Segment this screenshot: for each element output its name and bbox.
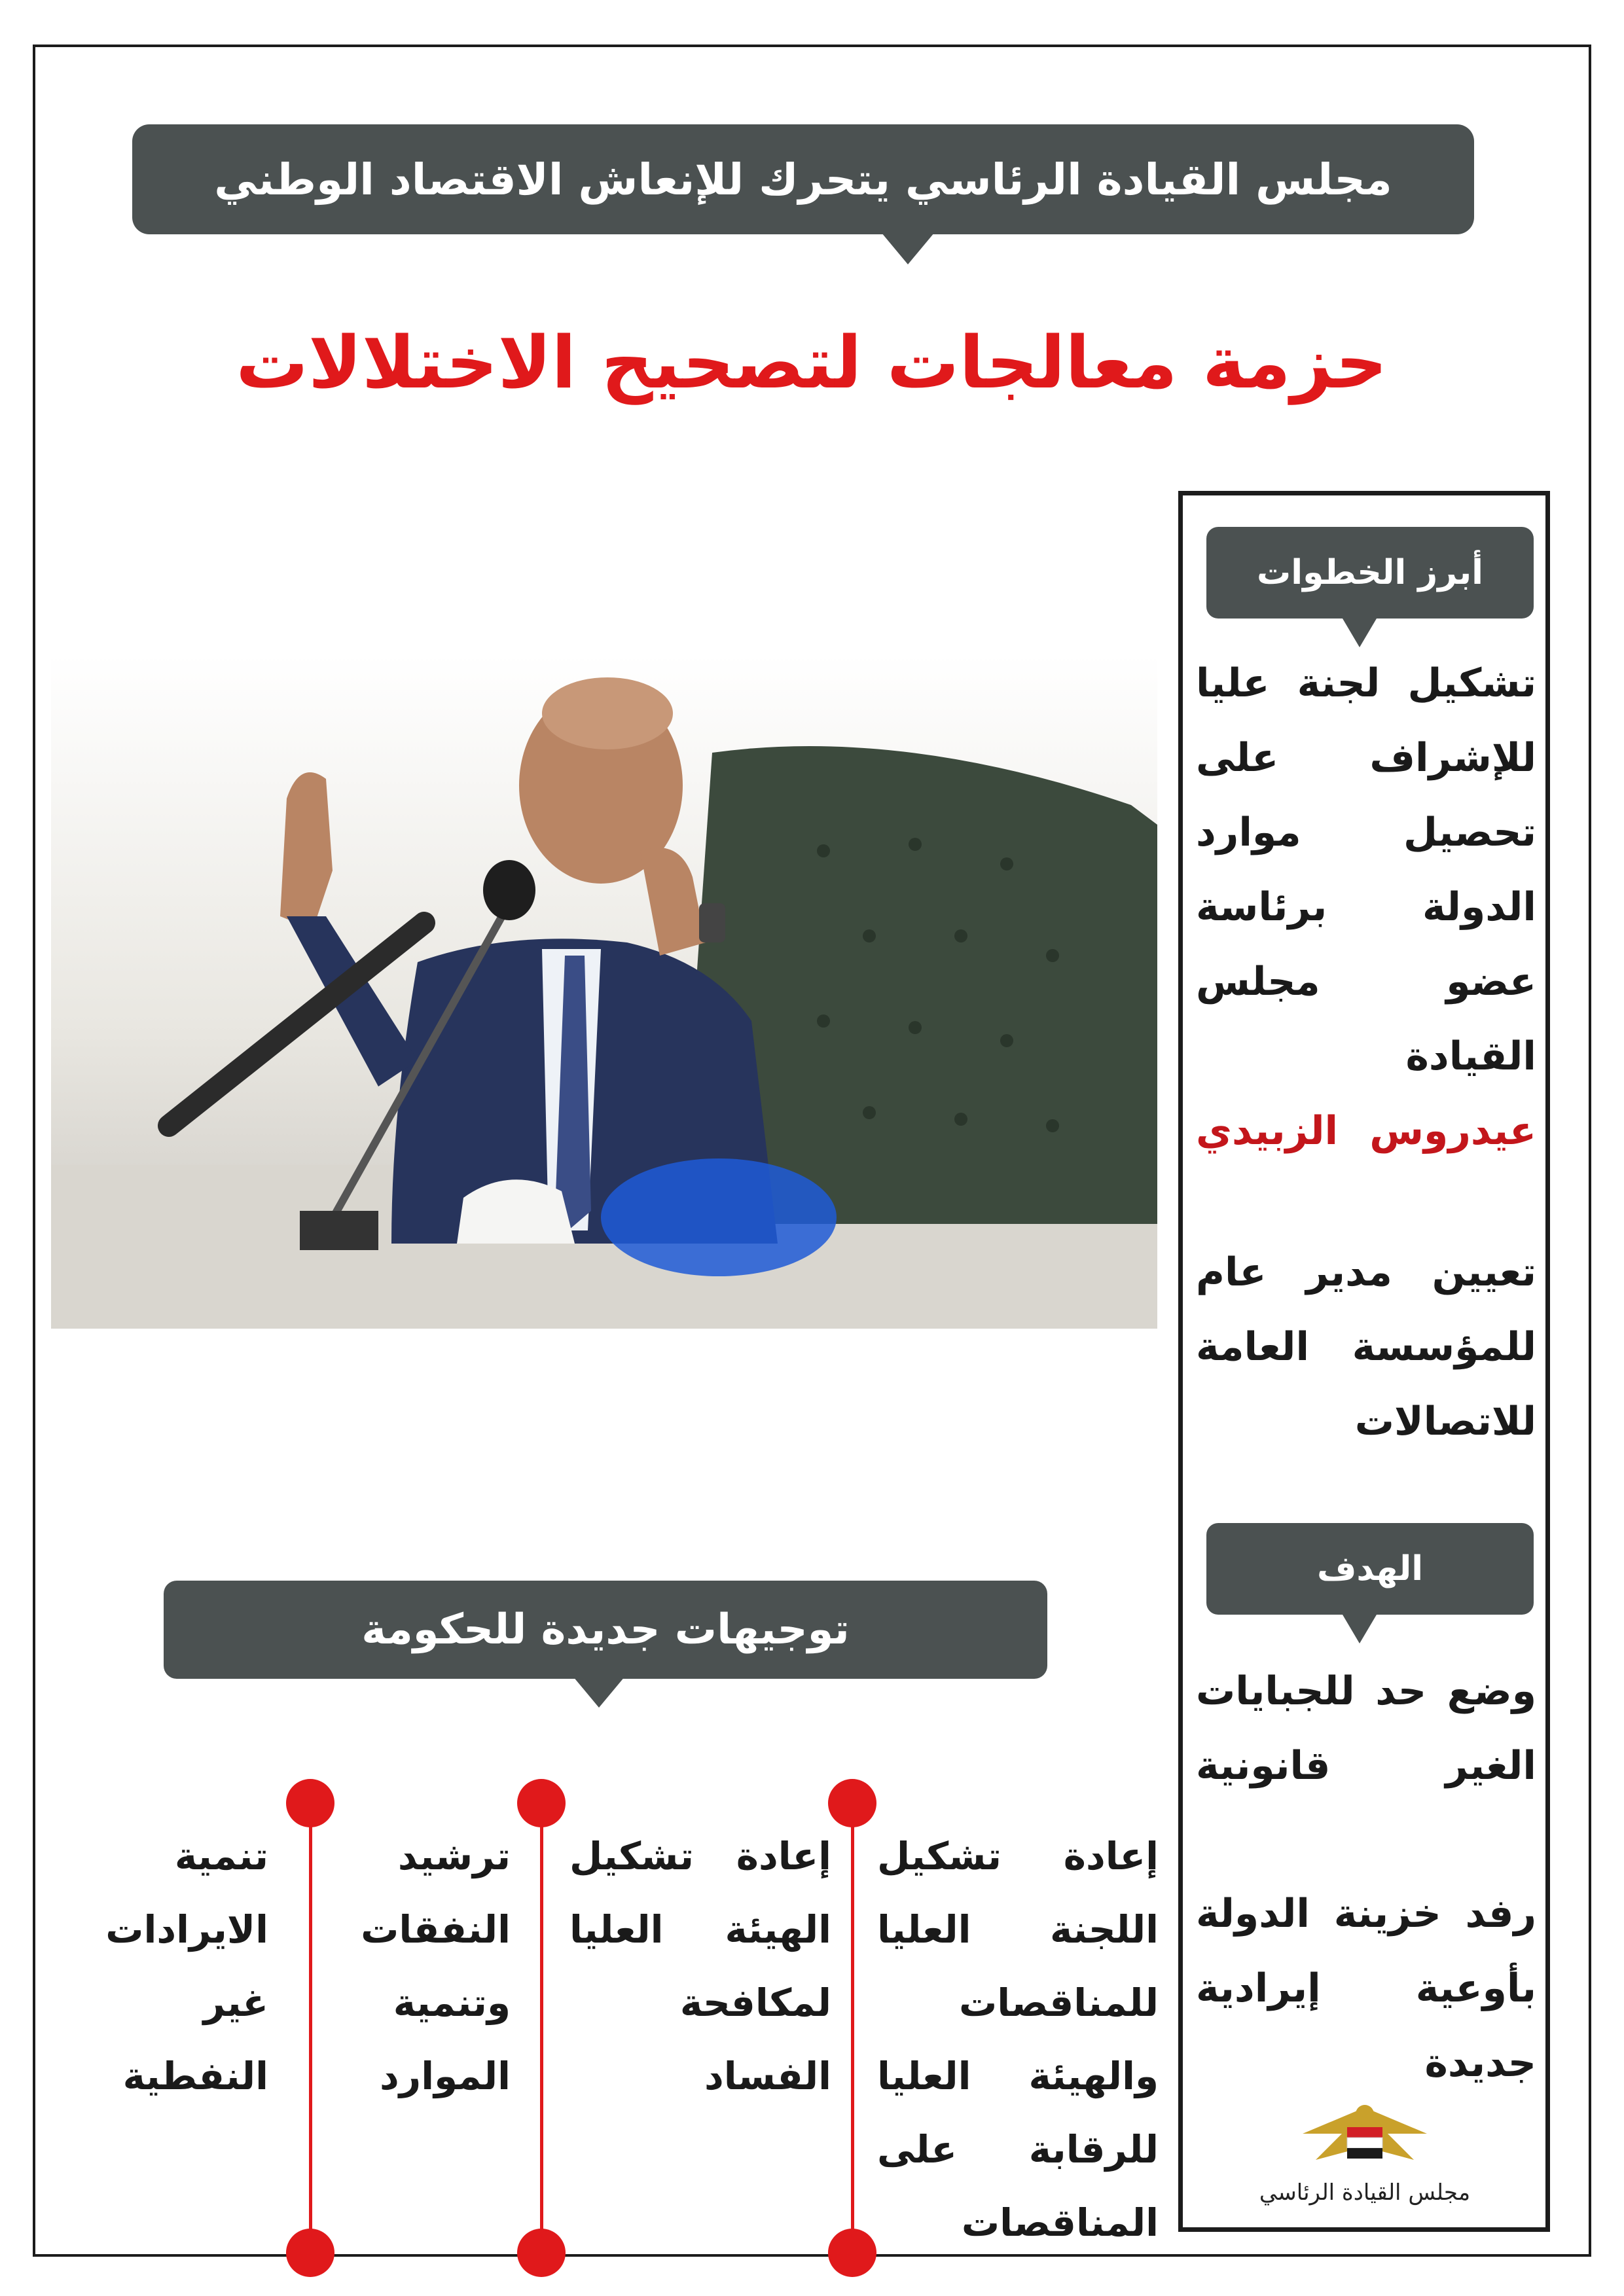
goal-1-text <box>1196 1654 1536 1803</box>
page-subtitle: حزمة معالجات لتصحيح الاختلالات <box>236 321 1388 404</box>
timeline-dot <box>517 1779 566 1827</box>
directive-line: المناقصات <box>961 2200 1159 2245</box>
directives-title: توجيهات جديدة للحكومة <box>361 1605 850 1654</box>
directive-line: النفقات <box>361 1907 511 1952</box>
timeline-dot <box>828 2229 876 2277</box>
directive-line: غير <box>203 1981 268 2025</box>
photo-illustration <box>51 655 1157 1329</box>
goal-2-line: رفد خزينة الدولة <box>1196 1891 1536 1937</box>
directive-line: والهيئة العليا <box>877 2054 1159 2098</box>
step-1-line: تحصيل موارد <box>1196 810 1536 855</box>
step-1-line: تشكيل لجنة عليا <box>1196 660 1536 706</box>
step-1-line: الدولة برئاسة <box>1196 884 1536 930</box>
steps-title: أبرز الخطوات <box>1257 553 1483 592</box>
photo-council-chairman <box>51 655 1157 1329</box>
timeline-line <box>851 1800 854 2255</box>
directive-line: الهيئة العليا <box>569 1907 831 1952</box>
step-1-person-name: عيدروس الزبيدي <box>1196 1108 1536 1154</box>
directive-column-4 <box>85 1820 268 2113</box>
directive-line: الفساد <box>704 2054 831 2098</box>
step-1-line: عضو مجلس <box>1196 959 1536 1005</box>
directives-banner-pointer <box>573 1676 625 1708</box>
goal-2-line: جديدة <box>1424 2040 1536 2086</box>
goal-title: الهدف <box>1316 1549 1424 1588</box>
directive-line: للرقابة على <box>877 2127 1159 2172</box>
timeline-line <box>540 1800 543 2255</box>
logo-caption: مجلس القيادة الرئاسي <box>1259 2179 1471 2206</box>
directive-line: ترشيد <box>397 1834 511 1878</box>
header-title: مجلس القيادة الرئاسي يتحرك للإنعاش الاقتصاد الوطني <box>214 154 1392 205</box>
header-banner <box>132 124 1474 234</box>
directive-line: إعادة تشكيل <box>569 1834 831 1878</box>
timeline-dot <box>517 2229 566 2277</box>
step-1-text <box>1196 646 1536 1168</box>
goal-title-pointer <box>1343 1615 1377 1643</box>
directive-column-2 <box>569 1820 831 2113</box>
timeline-dot <box>828 1779 876 1827</box>
directive-line: لمكافحة <box>679 1981 831 2025</box>
goal-1-line: الغير قانونية <box>1196 1743 1536 1789</box>
step-2-line: للاتصالات <box>1354 1399 1536 1444</box>
header-banner-pointer <box>882 233 934 264</box>
step-2-line: للمؤسسة العامة <box>1196 1324 1536 1370</box>
eagle-emblem-icon <box>1198 2094 1532 2179</box>
directives-banner <box>164 1581 1047 1679</box>
step-2-text <box>1196 1235 1536 1459</box>
step-2-line: تعيين مدير عام <box>1196 1249 1536 1295</box>
directive-line: وتنمية <box>393 1981 511 2025</box>
steps-title-banner <box>1206 527 1534 619</box>
timeline-line <box>309 1800 312 2255</box>
directive-line: للمناقصات <box>959 1981 1159 2025</box>
directive-line: تنمية <box>174 1834 268 1878</box>
directive-line: الموارد <box>380 2054 511 2098</box>
step-1-line: القيادة <box>1405 1033 1536 1079</box>
timeline-dot <box>286 2229 334 2277</box>
steps-title-pointer <box>1343 619 1377 647</box>
directive-column-1 <box>877 1820 1159 2259</box>
council-logo <box>1198 2094 1532 2219</box>
step-1-line: للإشراف على <box>1196 735 1536 781</box>
goal-1-line: وضع حد للجبايات <box>1196 1668 1536 1714</box>
sidebar-highlights <box>1178 491 1550 2232</box>
directive-column-3 <box>324 1820 511 2113</box>
directive-line: الايرادات <box>105 1907 268 1952</box>
goal-title-banner <box>1206 1523 1534 1615</box>
goal-2-text <box>1196 1876 1536 2100</box>
directive-line: النفطية <box>122 2054 268 2098</box>
goal-2-line: بأوعية إيرادية <box>1196 1965 1536 2011</box>
directive-line: إعادة تشكيل <box>877 1834 1159 1878</box>
directive-line: اللجنة العليا <box>877 1907 1159 1952</box>
